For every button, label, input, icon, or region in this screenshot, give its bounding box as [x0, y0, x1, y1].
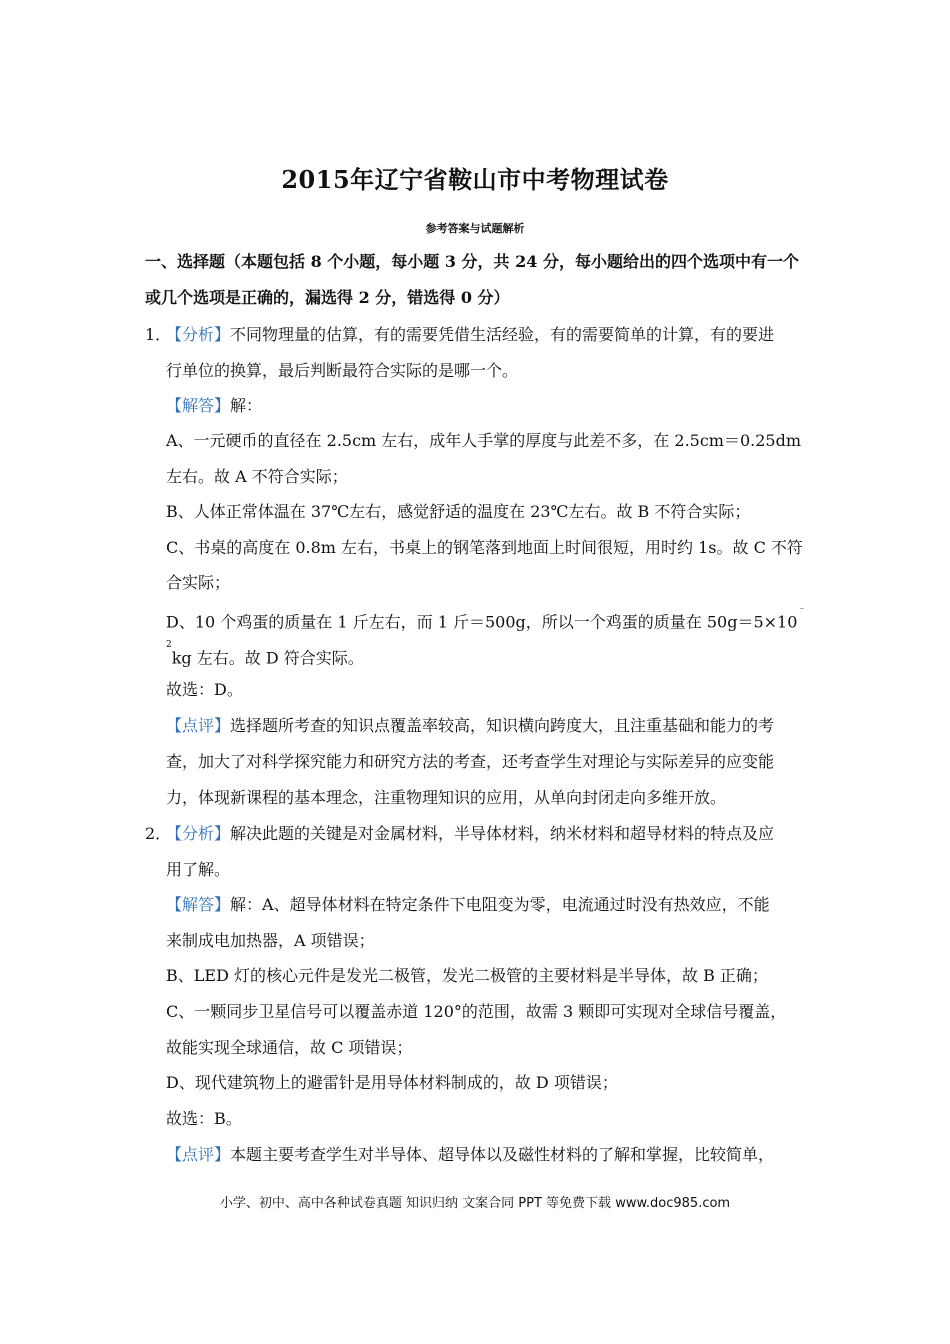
q2-comment-text-1: 本题主要考查学生对半导体、超导体以及磁性材料的了解和掌握，比较简单，	[230, 1145, 775, 1164]
q1-answer-tag: 【解答】	[166, 396, 231, 415]
q2-analysis-tag: 【分析】	[166, 824, 231, 843]
question-1-number: 1．	[145, 325, 172, 344]
q1-option-d-text-2: kg 左右。故 D 符合实际。	[171, 648, 364, 668]
q1-analysis-line-2: 行单位的换算，最后判断最符合实际的是哪一个。	[166, 361, 519, 380]
page-title: 2015年辽宁省鞍山市中考物理试卷	[281, 165, 669, 194]
q2-option-d-line-1: D、现代建筑物上的避雷针是用导体材料制成的，故 D 项错误；	[166, 1073, 618, 1092]
q2-option-c-line-1: C、一颗同步卫星信号可以覆盖赤道 120°的范围，故需 3 颗即可实现对全球信号覆盖，	[166, 1002, 787, 1021]
q2-answer-line-2: 来制成电加热器，A 项错误；	[166, 931, 375, 950]
q1-option-d-superscript: ﹣	[797, 604, 807, 614]
q2-comment-line-1	[166, 1145, 774, 1165]
section-heading	[145, 244, 810, 316]
q1-option-a-line-2: 左右。故 A 不符合实际；	[166, 467, 348, 486]
q2-option-b-line-1: B、LED 灯的核心元件是发光二极管，发光二极管的主要材料是半导体，故 B 正确；	[166, 966, 768, 985]
q1-option-d-line-1	[166, 604, 807, 632]
q2-answer-line-1	[166, 895, 770, 915]
q1-comment-text-1: 选择题所考查的知识点覆盖率较高，知识横向跨度大，且注重基础和能力的考	[230, 716, 775, 735]
q2-analysis-line-2: 用了解。	[166, 860, 231, 879]
q2-answer-tag: 【解答】	[166, 895, 231, 914]
q1-option-d-exponent: 2	[166, 640, 172, 650]
q2-option-c-line-2: 故能实现全球通信，故 C 项错误；	[166, 1038, 413, 1057]
q1-analysis-tag: 【分析】	[166, 325, 231, 344]
q2-choice: 故选：B。	[166, 1109, 242, 1128]
q1-option-c-line-1: C、书桌的高度在 0.8m 左右，书桌上的钢笔落到地面上时间很短，用时约 1s。故 C 不符	[166, 538, 803, 557]
q2-comment-tag: 【点评】	[166, 1145, 231, 1164]
q1-option-a-line-1: A、一元硬币的直径在 2.5cm 左右，成年人手掌的厚度与此差不多，在 2.5cm＝0.25dm	[166, 431, 802, 450]
q1-analysis-line-1	[166, 325, 774, 345]
q1-comment-line-2: 查，加大了对科学探究能力和研究方法的考查，还考查学生对理论与实际差异的应变能	[166, 752, 775, 771]
q1-choice: 故选：D。	[166, 680, 243, 699]
q1-answer-intro: 解：	[230, 396, 263, 415]
q1-comment-line-1	[166, 716, 774, 736]
page-footer: 小学、初中、高中各种试卷真题 知识归纳 文案合同 PPT 等免费下载 www.doc985.com	[219, 1196, 731, 1211]
q1-option-d-text-1: D、10 个鸡蛋的质量在 1 斤左右，而 1 斤＝500g，所以一个鸡蛋的质量在 50g＝5×10	[166, 612, 798, 632]
q2-analysis-text-1: 解决此题的关键是对金属材料，半导体材料，纳米材料和超导材料的特点及应	[230, 824, 775, 843]
q1-option-c-line-2: 合实际；	[166, 573, 231, 592]
q1-option-b-line-1: B、人体正常体温在 37℃左右，感觉舒适的温度在 23℃左右。故 B 不符合实际；	[166, 502, 751, 521]
q1-answer-line	[166, 396, 262, 416]
question-2-number: 2．	[145, 824, 172, 843]
section-heading-line-2: 或几个选项是正确的，漏选得 2 分，错选得 0 分）	[145, 288, 510, 307]
section-heading-line-1: 一、选择题（本题包括 8 个小题，每小题 3 分，共 24 分，每小题给出的四个选项中有一个	[145, 252, 799, 271]
q2-analysis-line-1	[166, 824, 774, 844]
q1-comment-line-3: 力，体现新课程的基本理念，注重物理知识的应用，从单向封闭走向多维开放。	[166, 788, 727, 807]
q1-analysis-text-1: 不同物理量的估算，有的需要凭借生活经验，有的需要简单的计算，有的要进	[230, 325, 775, 344]
page-subtitle: 参考答案与试题解析	[425, 222, 525, 235]
q2-answer-text-1: 解：A、超导体材料在特定条件下电阻变为零，电流通过时没有热效应，不能	[230, 895, 770, 914]
q1-comment-tag: 【点评】	[166, 716, 231, 735]
q1-option-d-line-2	[166, 640, 364, 668]
